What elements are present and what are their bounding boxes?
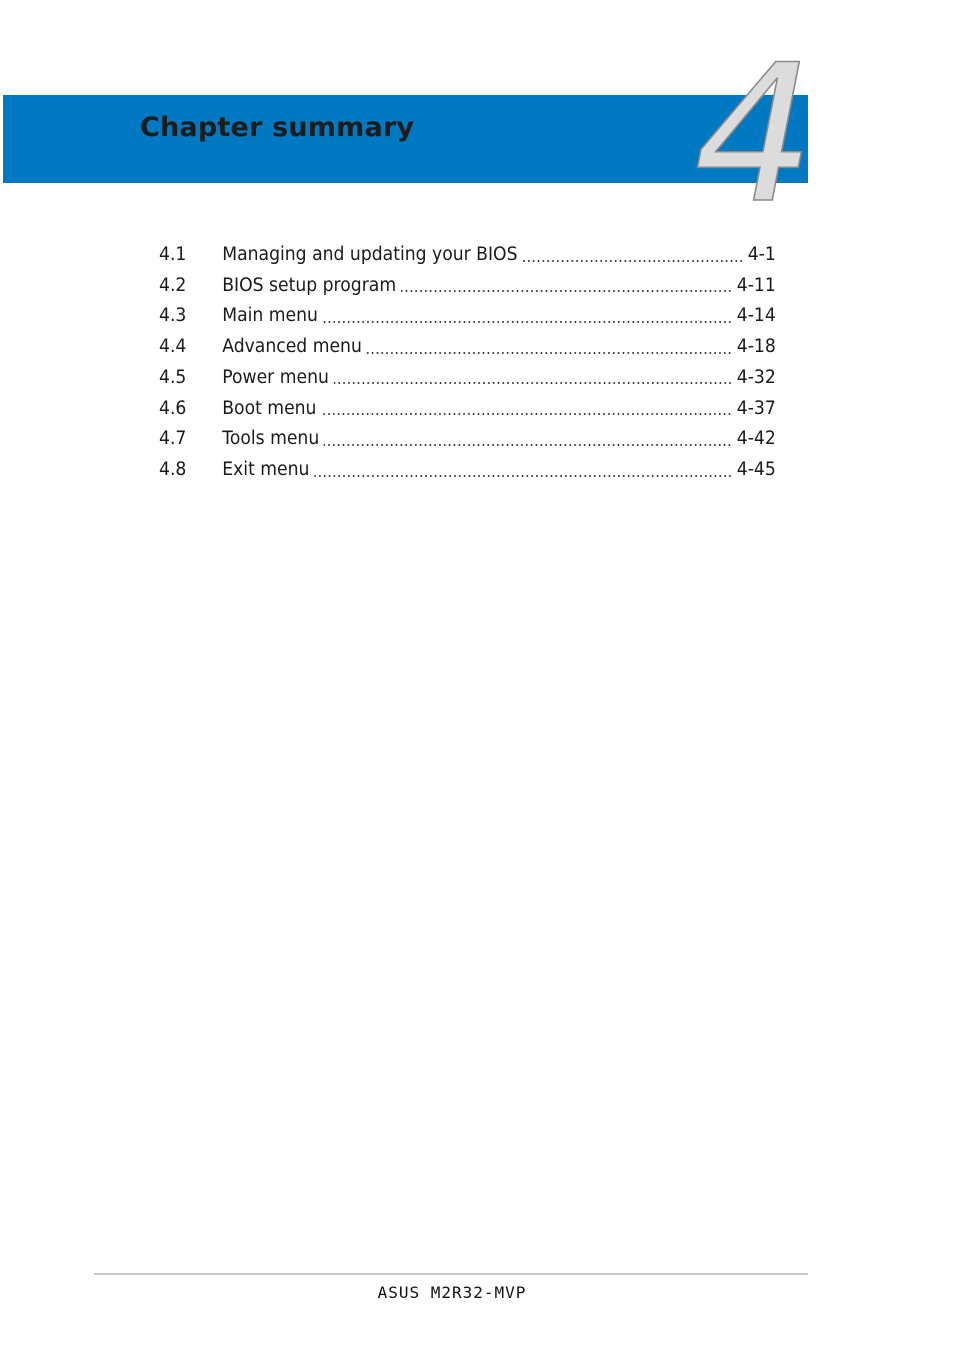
toc-entry-4-8[interactable]: [159, 455, 776, 486]
toc-label: Boot menu: [222, 397, 317, 419]
toc-entry-4-4[interactable]: [159, 332, 776, 363]
toc-entry-4-2[interactable]: [159, 271, 776, 302]
toc-number: 4.2: [159, 274, 187, 296]
toc-page: 4-1: [747, 244, 776, 266]
footer-divider: [94, 1273, 808, 1275]
toc-number: 4.8: [159, 458, 187, 480]
toc-page: 4-11: [736, 274, 776, 296]
chapter-number: 4: [694, 40, 815, 210]
toc-label: BIOS setup program: [222, 274, 397, 296]
toc-number: 4.1: [159, 244, 187, 266]
chapter-number-graphic: [690, 40, 820, 210]
toc-page: 4-42: [736, 428, 776, 450]
toc-number: 4.4: [159, 336, 187, 358]
toc-page: 4-45: [736, 458, 776, 480]
toc-leader-dots: [324, 444, 732, 446]
toc-label: Tools menu: [222, 428, 320, 450]
toc-label: Main menu: [222, 305, 318, 327]
toc-label: Power menu: [222, 366, 329, 388]
toc-leader-dots: [334, 382, 733, 384]
toc-label: Managing and updating your BIOS: [222, 244, 518, 266]
toc-entry-4-3[interactable]: [159, 301, 776, 332]
toc-entry-4-5[interactable]: [159, 363, 776, 394]
toc-leader-dots: [314, 475, 732, 477]
toc-leader-dots: [401, 290, 732, 292]
toc-number: 4.6: [159, 397, 187, 419]
toc-leader-dots: [321, 413, 732, 415]
toc-entry-4-1[interactable]: [159, 240, 776, 271]
toc-entry-4-6[interactable]: [159, 393, 776, 424]
toc-label: Exit menu: [222, 458, 310, 480]
toc-leader-dots: [522, 260, 743, 262]
footer-product-name: ASUS M2R32-MVP: [377, 1283, 527, 1302]
toc-leader-dots: [323, 321, 733, 323]
toc-leader-dots: [367, 352, 733, 354]
toc-number: 4.5: [159, 366, 187, 388]
toc-page: 4-37: [736, 397, 776, 419]
toc-page: 4-14: [736, 305, 776, 327]
toc-page: 4-18: [736, 336, 776, 358]
toc-number: 4.7: [159, 428, 187, 450]
toc-entry-4-7[interactable]: [159, 424, 776, 455]
toc-label: Advanced menu: [222, 336, 362, 358]
table-of-contents: [159, 240, 776, 486]
toc-number: 4.3: [159, 305, 187, 327]
toc-page: 4-32: [736, 366, 776, 388]
chapter-title: Chapter summary: [140, 112, 415, 143]
